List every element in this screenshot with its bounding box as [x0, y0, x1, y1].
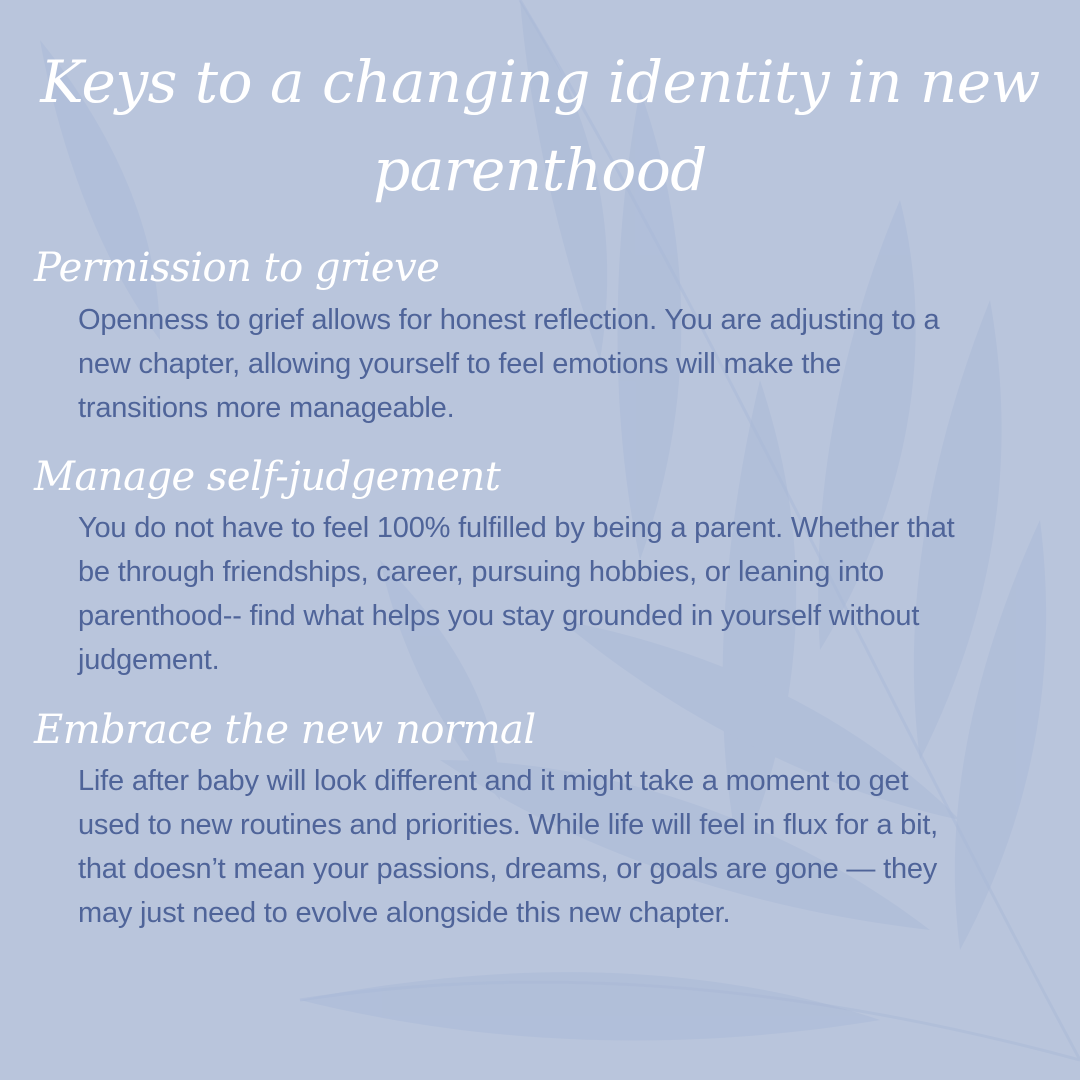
section-body-embrace-the-new-normal: Life after baby will look different and it might take a moment to get used to new routines and priorities. While life will feel in flux for a bit, that doesn’t mean your passions, dreams, or goals are gone — they may just need to evolve alongside this new chapter.: [78, 765, 939, 929]
section-heading-permission-to-grieve: Permission to grieve: [34, 245, 440, 291]
section-heading-embrace-the-new-normal: Embrace the new normal: [34, 707, 536, 753]
section-heading-manage-self-judgement: Manage self-judgement: [34, 454, 501, 500]
page-title: Keys to a changing identity in new parenthood: [40, 48, 1040, 204]
section-body-manage-self-judgement: You do not have to feel 100% fulfilled by being a parent. Whether that be through friendships, career, pursuing hobbies, or leaning into parenthood-- find what helps you stay grounded in yourself without judgement.: [78, 512, 955, 676]
section-body-permission-to-grieve: Openness to grief allows for honest reflection. You are adjusting to a new chapter, allowing yourself to feel emotions will make the transitions more manageable.: [78, 304, 940, 424]
